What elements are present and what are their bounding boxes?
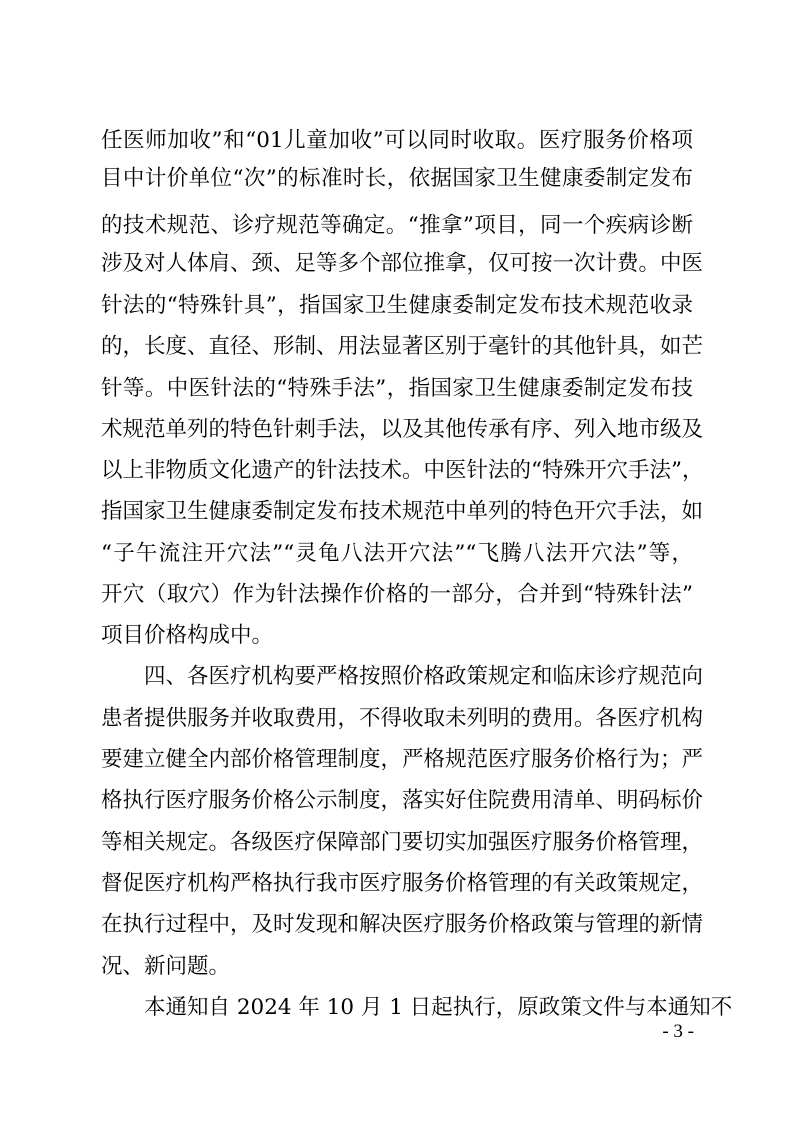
body-text-line: “子午流注开穴法”“灵龟八法开穴法”“飞腾八法开穴法”等， xyxy=(101,541,693,566)
body-text-line: 患者提供服务并收取费用，不得收取未列明的费用。各医疗机构 xyxy=(101,706,704,731)
body-text-line: 的技术规范、诊疗规范等确定。“推拿”项目，同一个疾病诊断 xyxy=(101,213,693,238)
paragraph-first-line: 本通知自 2024 年 10 月 1 日起执行，原政策文件与本通知不 xyxy=(144,995,733,1020)
body-text-line: 要建立健全内部价格管理制度，严格规范医疗服务价格行为；严 xyxy=(101,747,704,772)
body-text-line: 任医师加收”和“01儿童加收”可以同时收取。医疗服务价格项 xyxy=(101,128,693,153)
body-text-line: 针等。中医针法的“特殊手法”，指国家卫生健康委制定发布技 xyxy=(101,376,693,401)
body-text-line: 以上非物质文化遗产的针法技术。中医针法的“特殊开穴手法”， xyxy=(101,458,704,483)
body-text-line: 涉及对人体肩、颈、足等多个部位推拿，仅可按一次计费。中医 xyxy=(101,251,704,276)
body-text-line: 格执行医疗服务价格公示制度，落实好住院费用清单、明码标价 xyxy=(101,788,704,813)
page-number: - 3 - xyxy=(662,1021,694,1042)
body-text-line: 的，长度、直径、形制、用法显著区别于毫针的其他针具，如芒 xyxy=(101,334,704,359)
body-text-line: 等相关规定。各级医疗保障部门要切实加强医疗服务价格管理， xyxy=(101,830,704,855)
body-text-line: 在执行过程中，及时发现和解决医疗服务价格政策与管理的新情 xyxy=(101,912,704,937)
paragraph-first-line: 四、各医疗机构要严格按照价格政策规定和临床诊疗规范向 xyxy=(144,664,704,689)
body-text-line: 开穴（取穴）作为针法操作价格的一部分，合并到“特殊针法” xyxy=(101,582,693,607)
body-text-line: 项目价格构成中。 xyxy=(101,623,274,648)
body-text-line: 督促医疗机构严格执行我市医疗服务价格管理的有关政策规定， xyxy=(101,871,704,896)
body-text-line: 指国家卫生健康委制定发布技术规范中单列的特色开穴手法，如 xyxy=(101,499,704,524)
body-text-line: 目中计价单位“次”的标准时长，依据国家卫生健康委制定发布 xyxy=(101,166,693,191)
body-text-line: 针法的“特殊针具”，指国家卫生健康委制定发布技术规范收录 xyxy=(101,293,693,318)
body-text-line: 术规范单列的特色针刺手法，以及其他传承有序、列入地市级及 xyxy=(101,417,704,442)
body-text-line: 况、新问题。 xyxy=(101,954,231,979)
